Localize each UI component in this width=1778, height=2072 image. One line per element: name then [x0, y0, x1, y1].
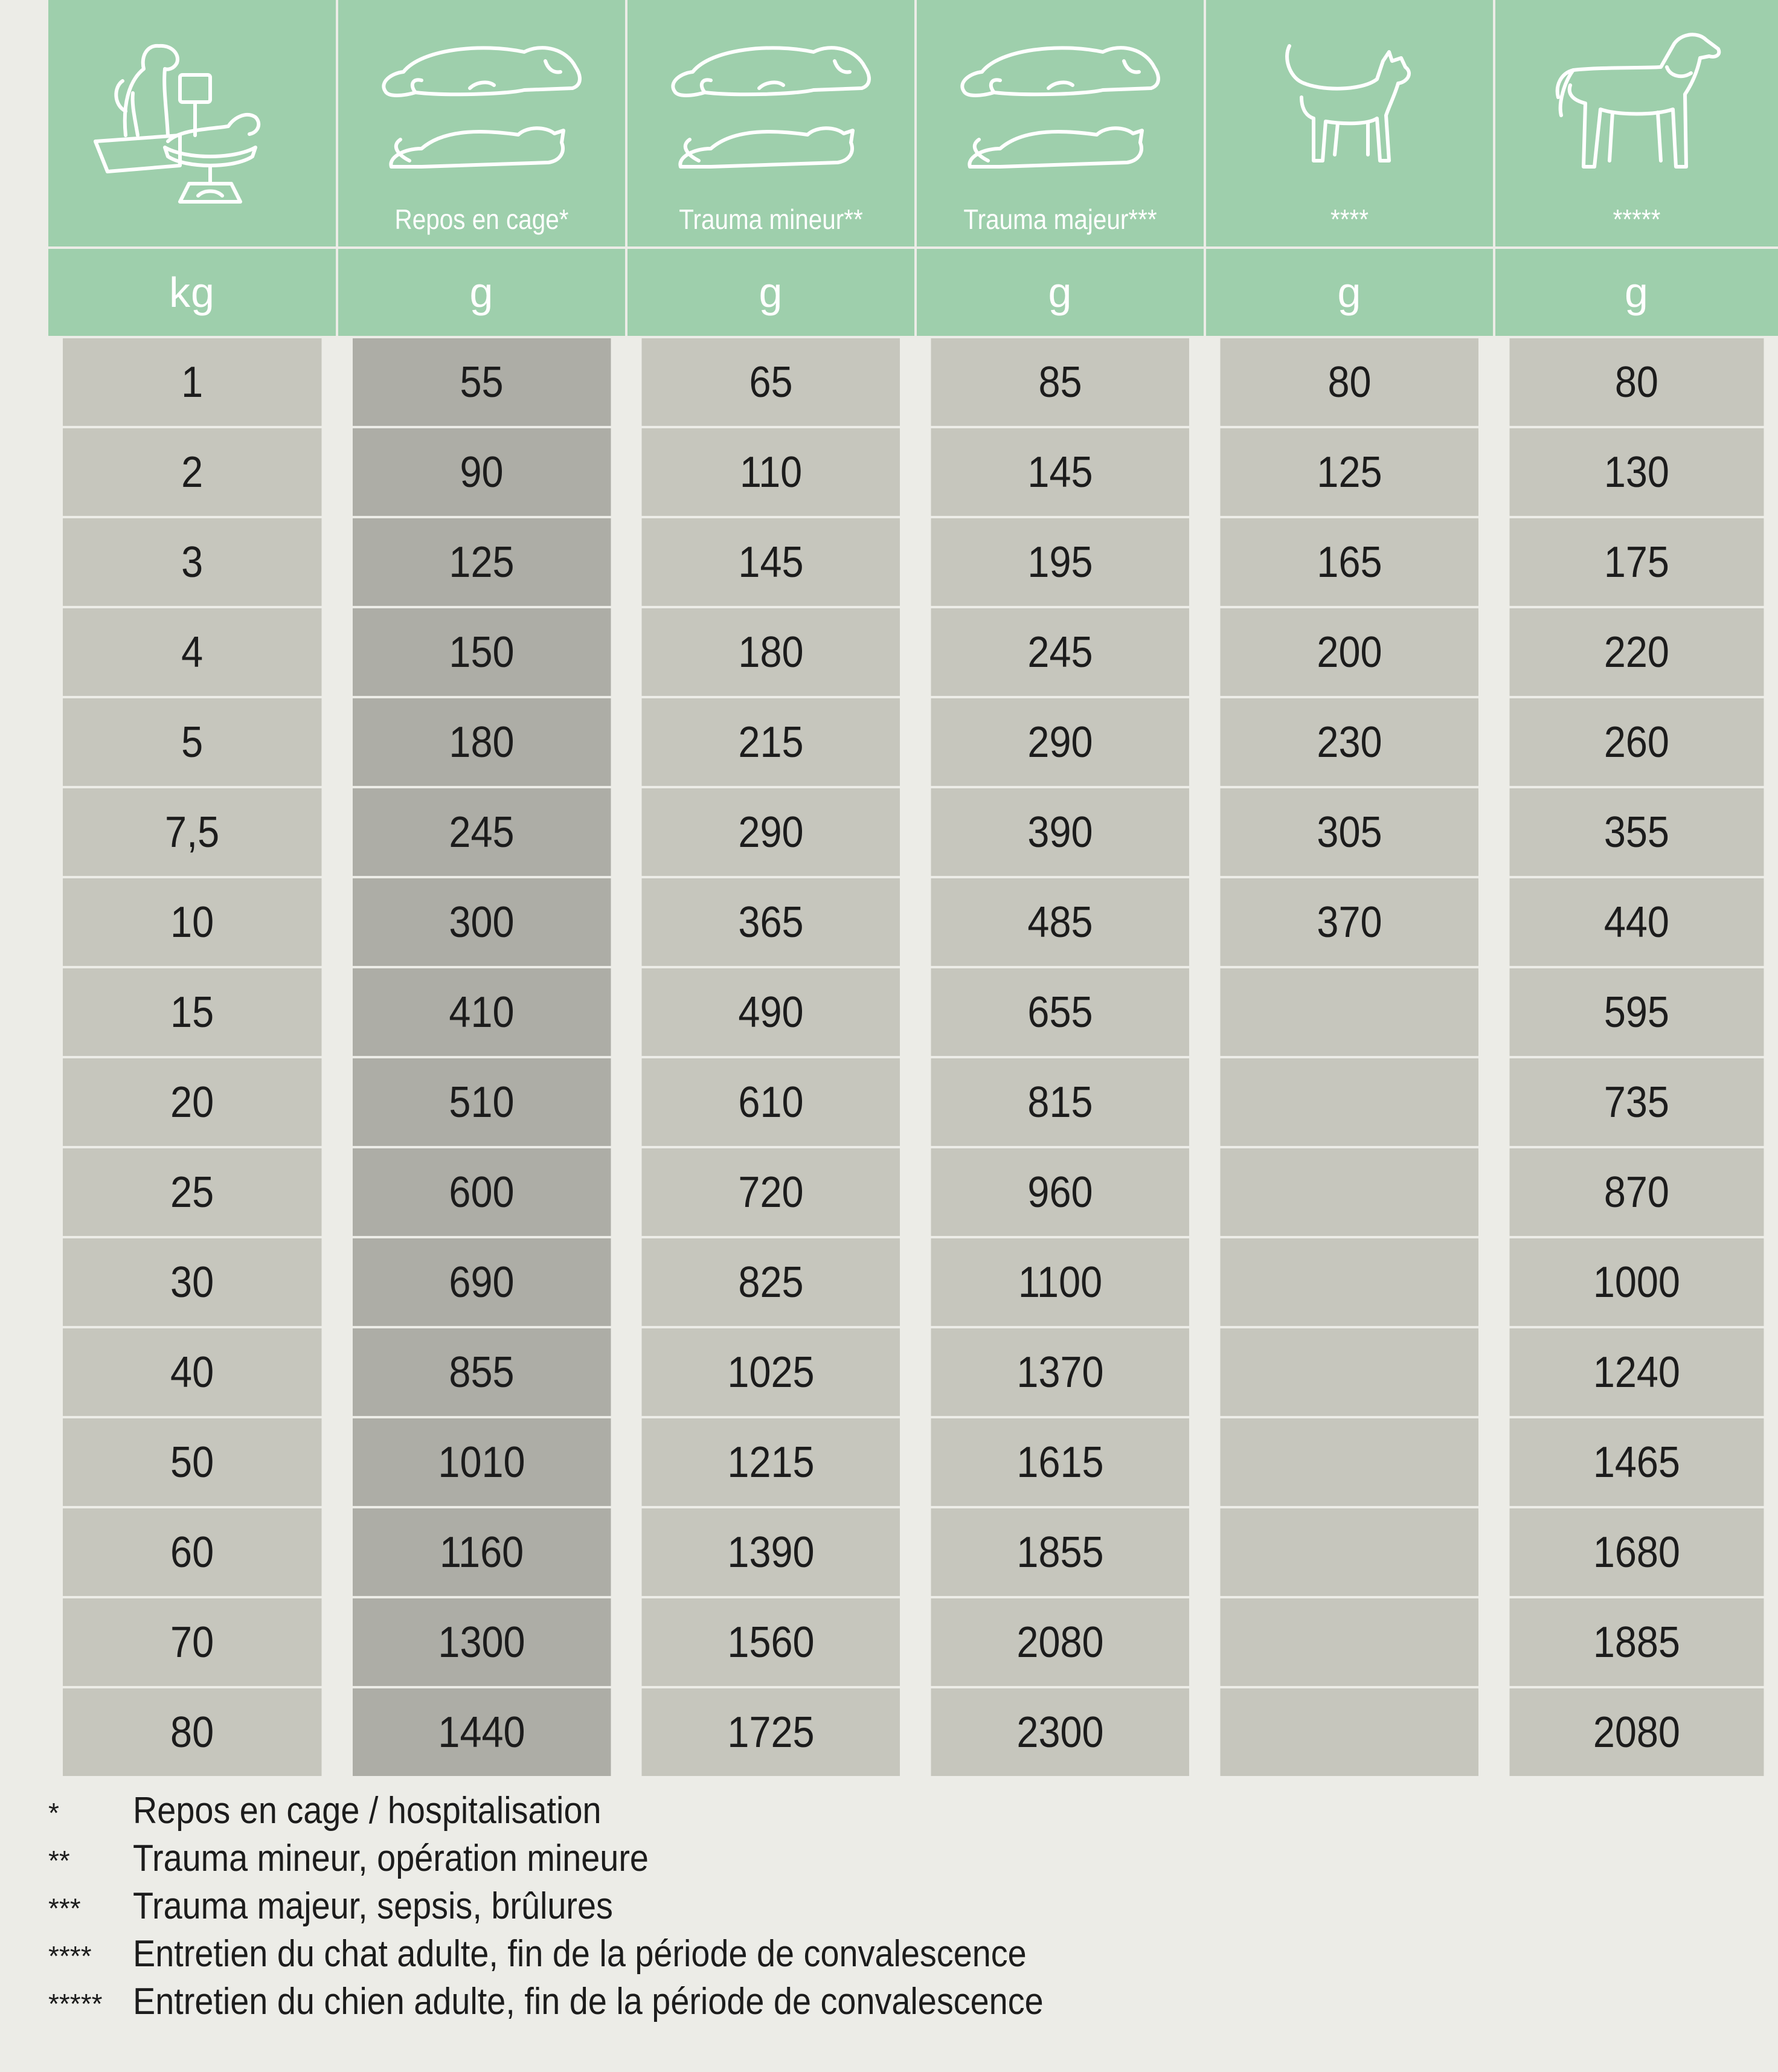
cell-dog: 1680 — [1509, 1507, 1764, 1597]
cell-repos: 510 — [351, 1057, 612, 1147]
cell-trauma-majeur: 245 — [930, 607, 1190, 697]
cell-weight: 70 — [63, 1597, 323, 1687]
cell-trauma-mineur: 490 — [641, 967, 901, 1057]
table-row — [48, 1147, 1778, 1237]
cell-dog: 80 — [1509, 337, 1764, 427]
cell-dog: 1465 — [1509, 1417, 1764, 1507]
cell-repos: 55 — [351, 337, 612, 427]
cell-trauma-mineur: 180 — [641, 607, 901, 697]
cell-weight: 80 — [63, 1687, 323, 1777]
cell-trauma-majeur: 485 — [930, 877, 1190, 967]
cell-trauma-majeur: 815 — [930, 1057, 1190, 1147]
cell-dog: 1000 — [1509, 1237, 1764, 1327]
footnote-text: Trauma mineur, opération mineure — [133, 1838, 649, 1879]
footnote-mark: *** — [48, 1893, 81, 1924]
cell-trauma-majeur: 1615 — [930, 1417, 1190, 1507]
header-trauma-mineur-cell — [626, 0, 916, 248]
cell-weight: 10 — [63, 877, 323, 967]
table-row — [48, 1687, 1778, 1777]
cell-repos: 150 — [351, 607, 612, 697]
table-row — [48, 1507, 1778, 1597]
cell-repos: 1010 — [351, 1417, 612, 1507]
cell-repos: 90 — [351, 427, 612, 517]
cell-weight: 20 — [63, 1057, 323, 1147]
cell-trauma-mineur: 365 — [641, 877, 901, 967]
footnote-item — [48, 1788, 1144, 1836]
cell-dog: 440 — [1509, 877, 1764, 967]
cell-cat — [1219, 967, 1480, 1057]
cell-cat: 165 — [1219, 517, 1480, 607]
footnote-text: Entretien du chat adulte, fin de la période de convalescence — [133, 1933, 1027, 1975]
cell-weight: 60 — [63, 1507, 323, 1597]
cell-repos: 410 — [351, 967, 612, 1057]
cell-trauma-majeur: 2080 — [930, 1597, 1190, 1687]
cell-weight: 30 — [63, 1237, 323, 1327]
footnotes — [48, 1788, 1144, 2027]
cell-dog: 870 — [1509, 1147, 1764, 1237]
cell-weight: 4 — [63, 607, 323, 697]
cell-cat: 200 — [1219, 607, 1480, 697]
table-row — [48, 1597, 1778, 1687]
header-label-dog: ***** — [1613, 204, 1661, 235]
cell-trauma-mineur: 610 — [641, 1057, 901, 1147]
cell-dog: 2080 — [1509, 1687, 1764, 1777]
header-label-cat: **** — [1330, 204, 1369, 235]
cell-repos: 600 — [351, 1147, 612, 1237]
unit-cell: g — [1205, 248, 1494, 337]
unit-cell: g — [626, 248, 916, 337]
cell-trauma-majeur: 145 — [930, 427, 1190, 517]
cell-trauma-mineur: 290 — [641, 787, 901, 877]
cell-cat: 80 — [1219, 337, 1480, 427]
cell-weight: 2 — [63, 427, 323, 517]
cell-weight: 3 — [63, 517, 323, 607]
table-row — [48, 337, 1778, 427]
cell-trauma-mineur: 215 — [641, 697, 901, 787]
table-row — [48, 607, 1778, 697]
cell-trauma-majeur: 390 — [930, 787, 1190, 877]
cell-dog: 260 — [1509, 697, 1764, 787]
cell-trauma-mineur: 1215 — [641, 1417, 901, 1507]
footnote-item — [48, 1931, 1144, 1979]
cell-trauma-mineur: 1390 — [641, 1507, 901, 1597]
cell-cat — [1219, 1327, 1480, 1417]
cell-cat: 230 — [1219, 697, 1480, 787]
cell-repos: 690 — [351, 1237, 612, 1327]
cell-repos: 300 — [351, 877, 612, 967]
cell-cat — [1219, 1057, 1480, 1147]
footnote-mark: ** — [48, 1845, 70, 1876]
header-dog-cell — [1494, 0, 1778, 248]
cell-weight: 25 — [63, 1147, 323, 1237]
cell-weight: 5 — [63, 697, 323, 787]
scale-dog-cat-icon — [89, 21, 295, 226]
feeding-table — [48, 0, 1778, 1778]
footnote-mark: * — [48, 1797, 59, 1829]
header-icon-row — [48, 0, 1778, 248]
cell-cat — [1219, 1417, 1480, 1507]
footnote-mark: **** — [48, 1940, 92, 1972]
footnote-text: Trauma majeur, sepsis, brûlures — [133, 1885, 613, 1927]
cell-repos: 1300 — [351, 1597, 612, 1687]
standing-cat-icon — [1271, 34, 1428, 173]
cell-repos: 245 — [351, 787, 612, 877]
cell-trauma-mineur: 145 — [641, 517, 901, 607]
cell-trauma-majeur: 960 — [930, 1147, 1190, 1237]
table-row — [48, 967, 1778, 1057]
cell-cat — [1219, 1237, 1480, 1327]
header-weight-cell — [48, 0, 337, 248]
cell-weight: 15 — [63, 967, 323, 1057]
cell-repos: 855 — [351, 1327, 612, 1417]
footnote-item — [48, 1884, 1144, 1931]
table-row — [48, 1417, 1778, 1507]
cell-trauma-mineur: 1725 — [641, 1687, 901, 1777]
cell-cat — [1219, 1147, 1480, 1237]
footnote-item — [48, 1836, 1144, 1884]
table-row — [48, 787, 1778, 877]
cell-dog: 595 — [1509, 967, 1764, 1057]
unit-row — [48, 248, 1778, 337]
table-row — [48, 517, 1778, 607]
footnote-item — [48, 1979, 1144, 2027]
footnote-text: Entretien du chien adulte, fin de la période de convalescence — [133, 1981, 1044, 2022]
cell-dog: 220 — [1509, 607, 1764, 697]
header-cat-cell — [1205, 0, 1494, 248]
table-row — [48, 1057, 1778, 1147]
cell-dog: 175 — [1509, 517, 1764, 607]
lying-dog-cat-icon — [952, 25, 1169, 182]
table-row — [48, 1237, 1778, 1327]
lying-dog-cat-icon — [373, 25, 591, 182]
cell-cat — [1219, 1507, 1480, 1597]
cell-dog: 735 — [1509, 1057, 1764, 1147]
standing-dog-icon — [1546, 25, 1727, 182]
cell-dog: 1240 — [1509, 1327, 1764, 1417]
cell-trauma-majeur: 85 — [930, 337, 1190, 427]
cell-repos: 1440 — [351, 1687, 612, 1777]
header-repos-cell — [337, 0, 626, 248]
cell-trauma-mineur: 1560 — [641, 1597, 901, 1687]
header-label-trauma-majeur: Trauma majeur*** — [963, 204, 1157, 235]
cell-trauma-majeur: 290 — [930, 697, 1190, 787]
unit-cell: g — [337, 248, 626, 337]
table-row — [48, 697, 1778, 787]
cell-repos: 180 — [351, 697, 612, 787]
lying-dog-cat-icon — [663, 25, 880, 182]
cell-weight: 50 — [63, 1417, 323, 1507]
cell-cat: 305 — [1219, 787, 1480, 877]
cell-cat: 370 — [1219, 877, 1480, 967]
cell-trauma-majeur: 195 — [930, 517, 1190, 607]
cell-trauma-majeur: 655 — [930, 967, 1190, 1057]
footnote-text: Repos en cage / hospitalisation — [133, 1790, 602, 1832]
cell-cat — [1219, 1597, 1480, 1687]
cell-cat: 125 — [1219, 427, 1480, 517]
header-label-trauma-mineur: Trauma mineur** — [679, 204, 863, 235]
footnote-mark: ***** — [48, 1988, 103, 2019]
cell-trauma-majeur: 2300 — [930, 1687, 1190, 1777]
cell-weight: 40 — [63, 1327, 323, 1417]
table-row — [48, 427, 1778, 517]
table-row — [48, 877, 1778, 967]
cell-weight: 1 — [63, 337, 323, 427]
cell-dog: 1885 — [1509, 1597, 1764, 1687]
unit-cell: g — [1494, 248, 1778, 337]
cell-trauma-mineur: 720 — [641, 1147, 901, 1237]
cell-trauma-mineur: 110 — [641, 427, 901, 517]
header-label-repos: Repos en cage* — [394, 204, 569, 235]
cell-dog: 130 — [1509, 427, 1764, 517]
header-trauma-majeur-cell — [916, 0, 1205, 248]
table-row — [48, 1327, 1778, 1417]
cell-trauma-mineur: 65 — [641, 337, 901, 427]
cell-trauma-majeur: 1370 — [930, 1327, 1190, 1417]
cell-dog: 355 — [1509, 787, 1764, 877]
cell-cat — [1219, 1687, 1480, 1777]
cell-trauma-mineur: 1025 — [641, 1327, 901, 1417]
unit-cell: kg — [48, 248, 337, 337]
cell-trauma-majeur: 1855 — [930, 1507, 1190, 1597]
cell-trauma-mineur: 825 — [641, 1237, 901, 1327]
cell-weight: 7,5 — [63, 787, 323, 877]
cell-repos: 125 — [351, 517, 612, 607]
cell-trauma-majeur: 1100 — [930, 1237, 1190, 1327]
cell-repos: 1160 — [351, 1507, 612, 1597]
unit-cell: g — [916, 248, 1205, 337]
